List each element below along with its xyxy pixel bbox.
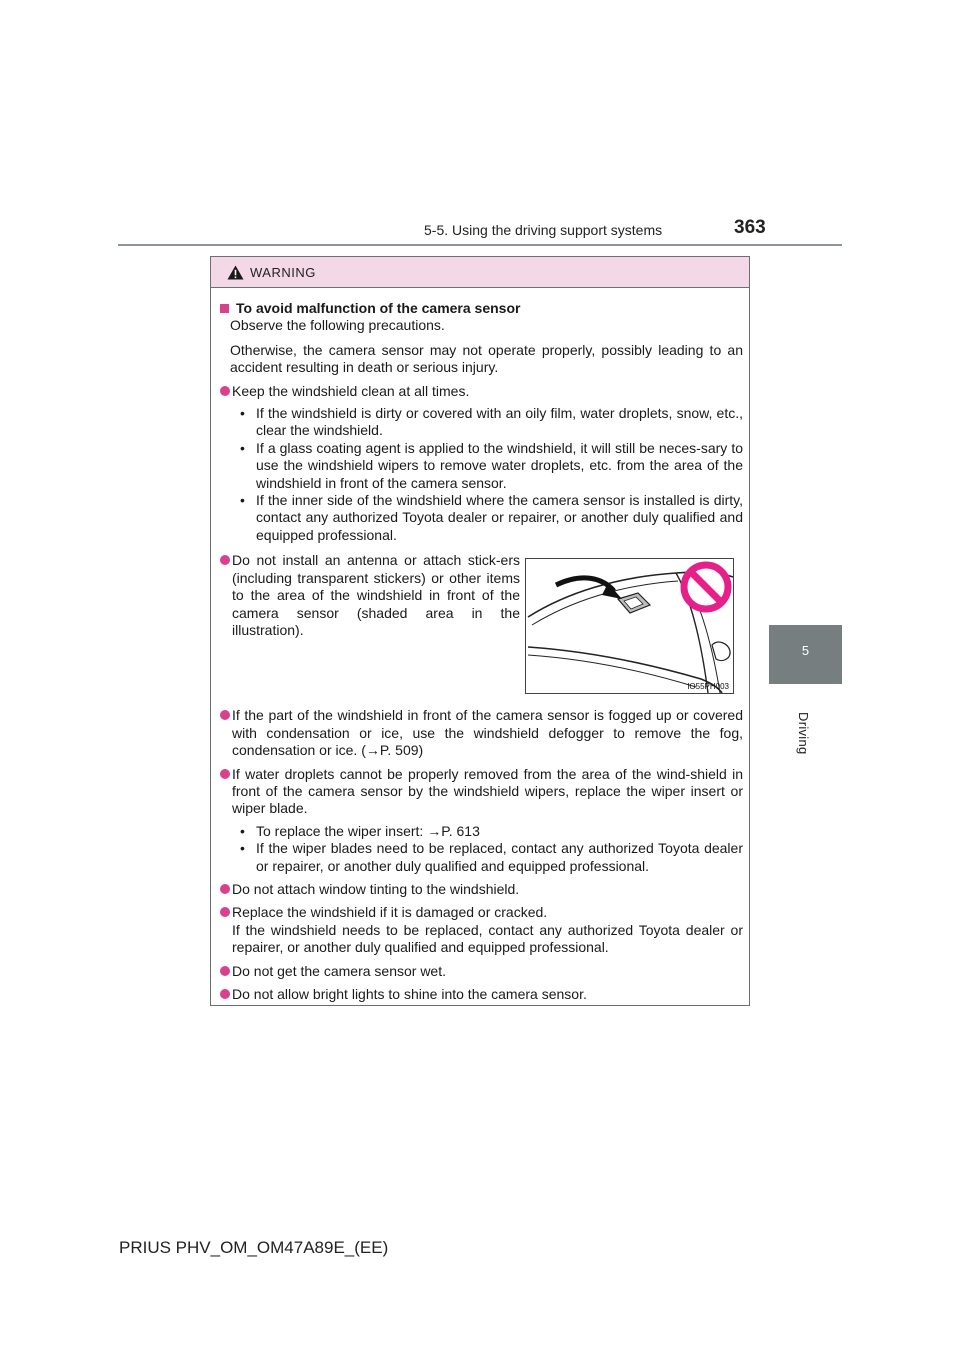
round-bullet-icon bbox=[220, 963, 232, 973]
round-bullet-icon bbox=[220, 383, 232, 393]
windshield-drawing bbox=[526, 559, 733, 693]
precaution-item bbox=[220, 766, 743, 818]
warning-title: WARNING bbox=[250, 264, 316, 280]
sub-item bbox=[230, 440, 743, 492]
precaution-text-line: If the windshield needs to be replaced, contact any authorized Toyota dealer or repairer, or another duly qualified and equipped professional. bbox=[232, 921, 743, 956]
precaution-text: Do not get the camera sensor wet. bbox=[232, 962, 446, 979]
precaution-text: Do not attach window tinting to the windshield. bbox=[232, 880, 520, 897]
precaution-item bbox=[220, 904, 743, 956]
precaution-item bbox=[220, 383, 743, 400]
round-bullet-icon bbox=[220, 707, 232, 717]
warning-header bbox=[211, 257, 749, 288]
sub-item bbox=[230, 823, 743, 840]
precaution-text: If water droplets cannot be properly removed from the area of the wind-shield in front of the camera sensor by the windshield wipers, replace the wiper insert or wiper blade. bbox=[232, 765, 743, 817]
precaution-text: Do not install an antenna or attach stick-ers (including transparent stickers) or other items to the area of the windshield in front of the camera sensor (shaded area in the illustration). bbox=[232, 552, 520, 638]
precaution-item bbox=[220, 707, 743, 759]
chapter-tab bbox=[769, 625, 842, 684]
sub-list bbox=[220, 405, 743, 544]
sub-bullet: • bbox=[240, 439, 245, 456]
precaution-text: Do not allow bright lights to shine into the camera sensor. bbox=[232, 986, 587, 1002]
sub-text: If the wiper blades need to be replaced, contact any authorized Toyota dealer or repairer, or another duly qualified and equipped professional. bbox=[256, 840, 743, 874]
header-divider bbox=[118, 244, 842, 246]
precaution-text bbox=[232, 904, 743, 956]
round-bullet-icon bbox=[220, 986, 232, 996]
prohibited-icon bbox=[684, 565, 728, 609]
figure-code: IO55PH003 bbox=[687, 682, 729, 691]
heading-text: To avoid malfunction of the camera sensor bbox=[236, 300, 521, 316]
square-bullet-icon bbox=[220, 304, 229, 313]
sub-item bbox=[230, 492, 743, 544]
round-bullet-icon bbox=[220, 552, 232, 562]
warning-heading bbox=[220, 300, 743, 317]
precaution-text-line: Replace the windshield if it is damaged or cracked. bbox=[232, 904, 548, 921]
round-bullet-icon bbox=[220, 881, 232, 891]
precaution-item bbox=[220, 986, 743, 1003]
sub-text: If the windshield is dirty or covered with an oily film, water droplets, snow, etc., clear the windshield. bbox=[256, 405, 743, 439]
sub-bullet: • bbox=[240, 840, 245, 857]
precaution-item bbox=[220, 881, 743, 898]
sub-text: If a glass coating agent is applied to the windshield, it will still be neces-sary to use the windshield wipers to remove water droplets, etc. from the area of the windshield in front of the camera sensor. bbox=[256, 439, 743, 491]
chapter-label: Driving bbox=[796, 712, 811, 755]
sub-bullet: • bbox=[240, 492, 245, 509]
round-bullet-icon bbox=[220, 766, 232, 776]
page-number: 363 bbox=[734, 217, 766, 238]
sub-list bbox=[220, 823, 743, 875]
sub-text: To replace the wiper insert: →P. 613 bbox=[256, 822, 480, 839]
precaution-text: If the part of the windshield in front of the camera sensor is fogged up or covered with condensation or ice, use the windshield defogger to remove the fog, condensation or ice. (→P. 509) bbox=[232, 707, 743, 759]
intro-text: Observe the following precautions. bbox=[230, 317, 445, 334]
sub-bullet: • bbox=[240, 405, 245, 422]
intro-text-2: Otherwise, the camera sensor may not operate properly, possibly leading to an accident resulting in death or serious injury. bbox=[230, 341, 743, 376]
document-code: PRIUS PHV_OM_OM47A89E_(EE) bbox=[119, 1238, 389, 1257]
sub-item bbox=[230, 840, 743, 875]
sub-text: If the inner side of the windshield where the camera sensor is installed is dirty, contact any authorized Toyota dealer or repairer, or another duly qualified and equipped professional. bbox=[256, 492, 743, 543]
chapter-number: 5 bbox=[801, 643, 810, 658]
round-bullet-icon bbox=[220, 904, 232, 914]
section-title: 5-5. Using the driving support systems bbox=[424, 222, 663, 238]
windshield-illustration bbox=[525, 558, 734, 694]
precaution-item bbox=[220, 552, 520, 639]
sub-bullet: • bbox=[240, 822, 245, 839]
warning-triangle-icon bbox=[227, 265, 244, 280]
precaution-item bbox=[220, 963, 743, 980]
precaution-text: Keep the windshield clean at all times. bbox=[232, 382, 470, 399]
sub-item bbox=[230, 405, 743, 440]
